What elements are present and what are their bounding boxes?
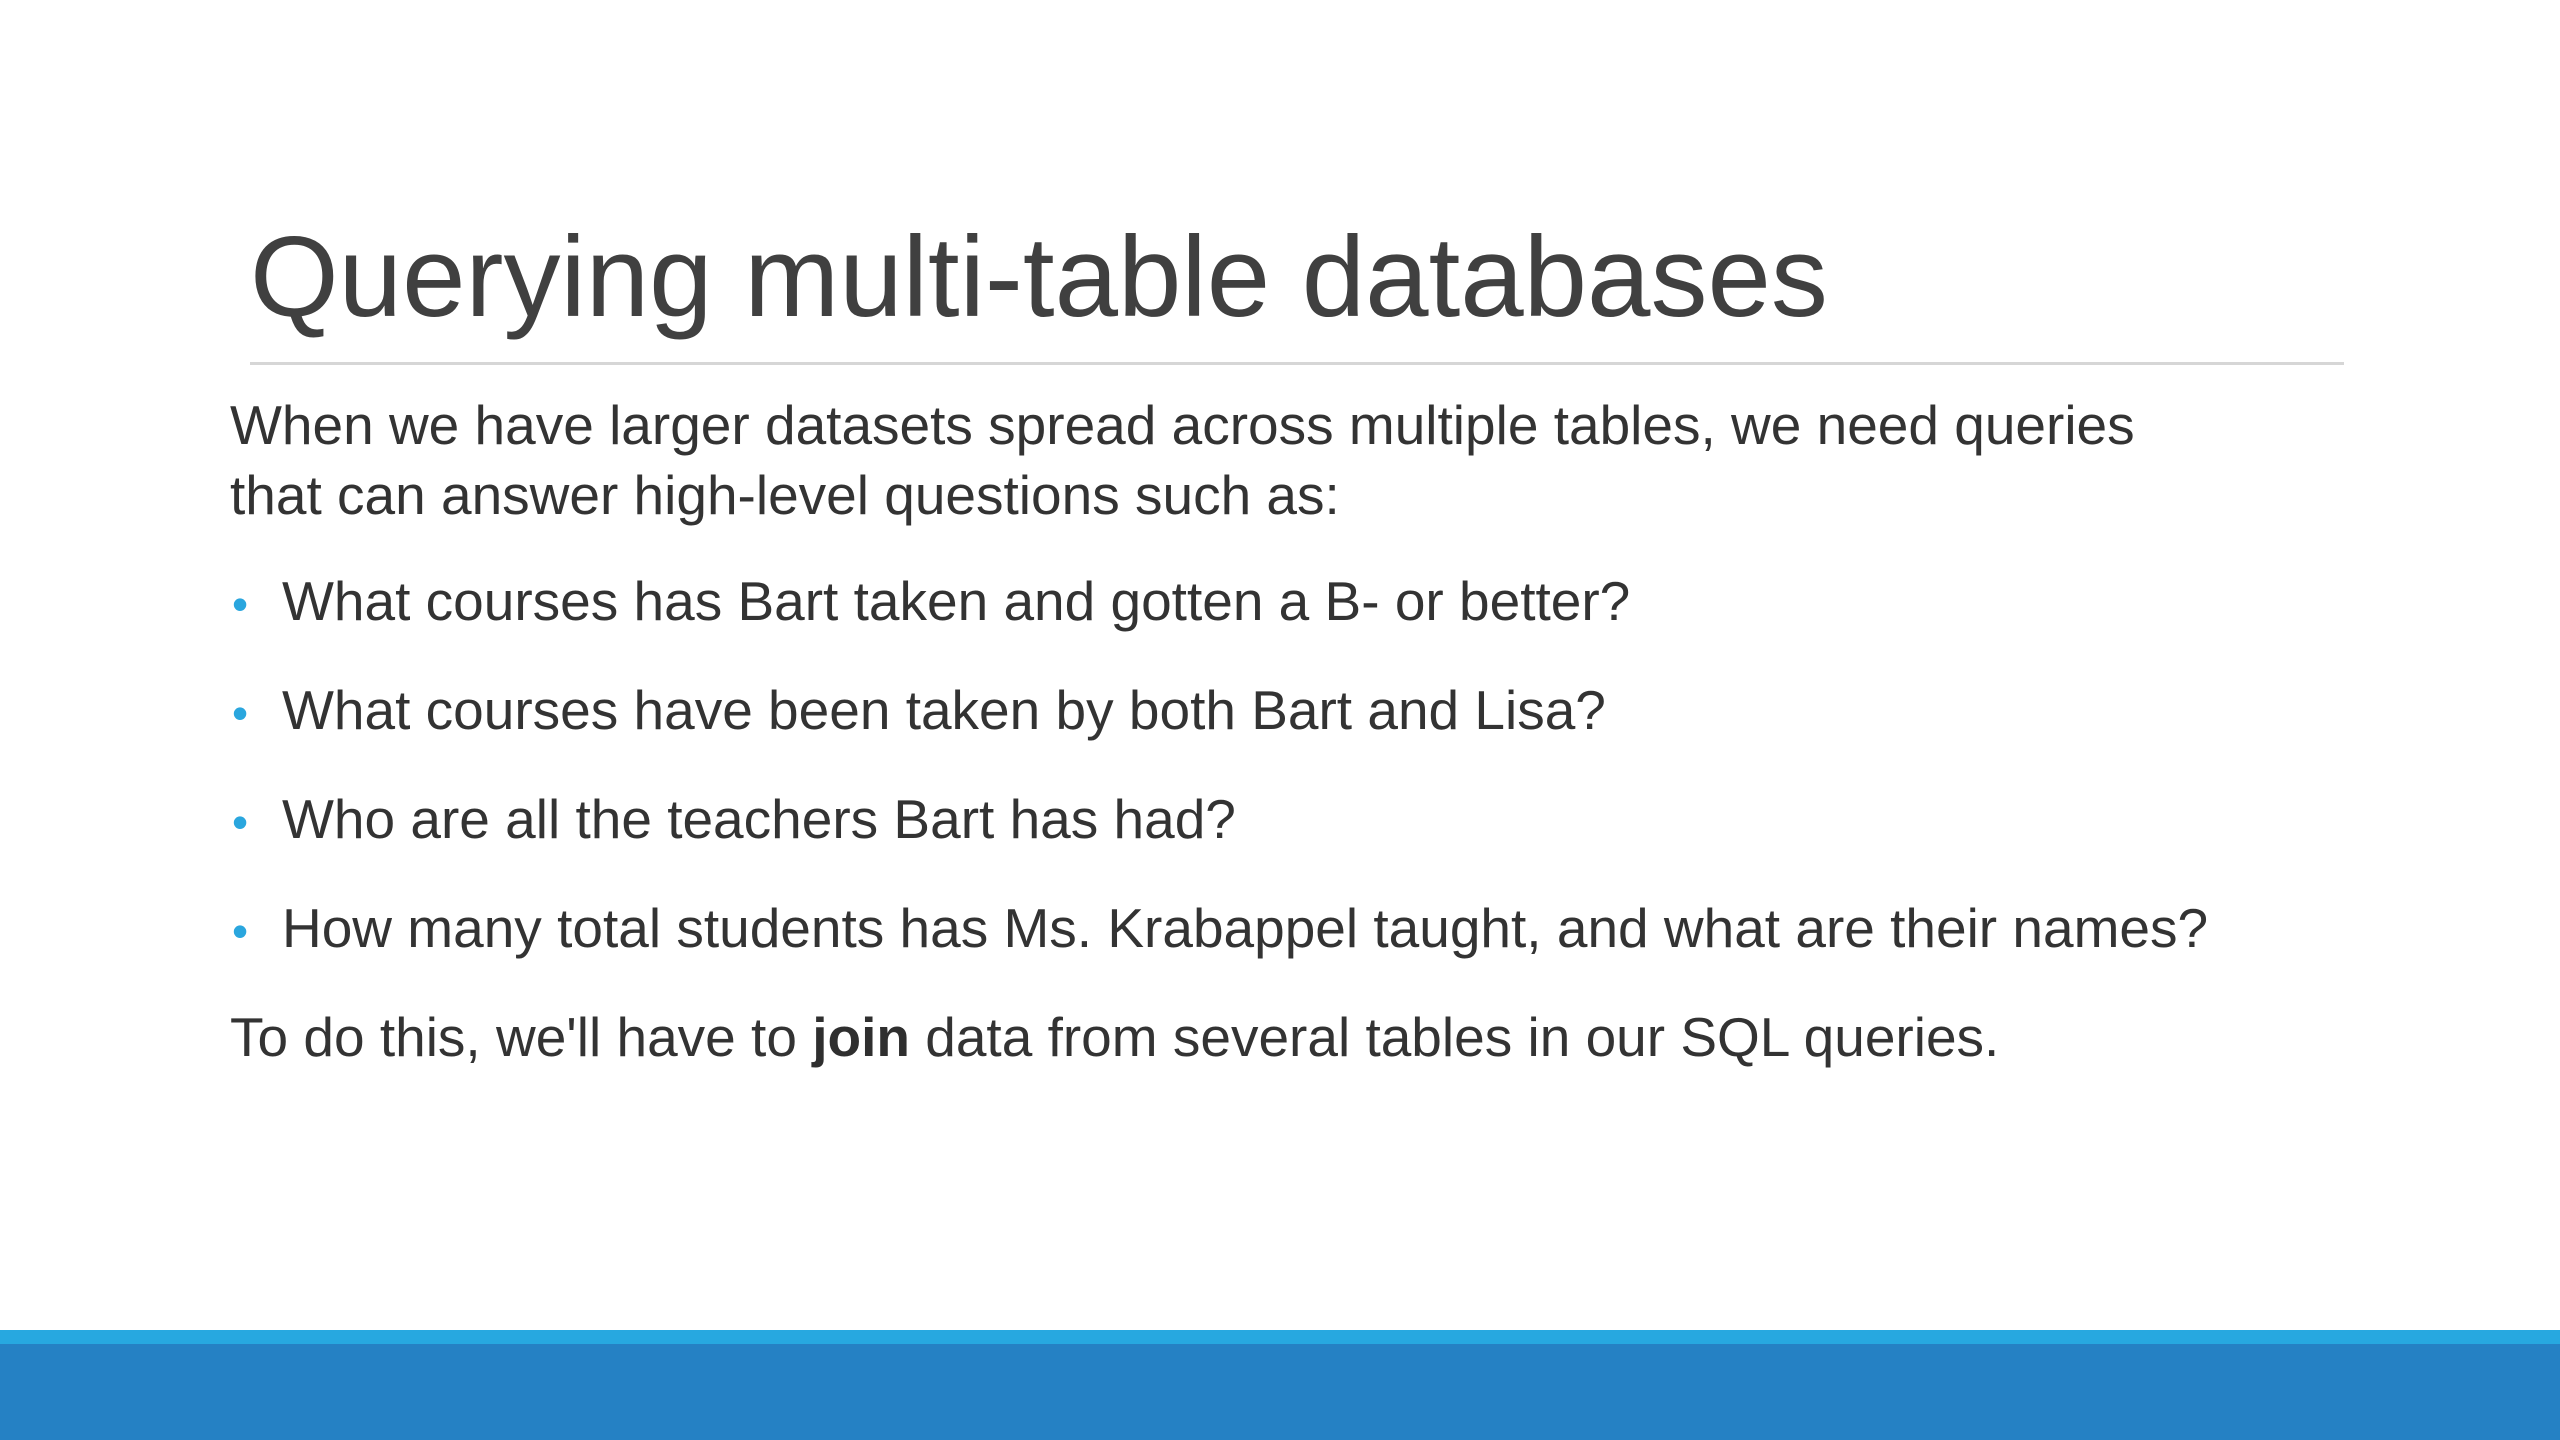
list-item-text: Who are all the teachers Bart has had?	[282, 788, 1236, 850]
intro-paragraph	[230, 390, 2350, 530]
bullet-dot-icon: •	[232, 905, 249, 957]
bullet-dot-icon: •	[232, 578, 249, 630]
closing-text-before: To do this, we'll have to	[230, 1006, 813, 1068]
closing-bold-term: join	[812, 1006, 910, 1068]
intro-line-1: When we have larger datasets spread across multiple tables, we need queries	[230, 394, 2135, 456]
intro-line-2: that can answer high-level questions such as:	[230, 464, 1340, 526]
slide-title: Querying multi-table databases	[250, 214, 1828, 341]
list-item-text: What courses has Bart taken and gotten a B- or better?	[282, 570, 1631, 632]
list-item	[230, 893, 2350, 966]
list-item	[230, 784, 2350, 857]
footer-bar	[0, 1344, 2560, 1440]
title-divider	[250, 362, 2344, 365]
list-item	[230, 566, 2350, 639]
footer-accent-stripe	[0, 1330, 2560, 1344]
list-item	[230, 675, 2350, 748]
closing-paragraph	[230, 1002, 2350, 1072]
closing-text-after: data from several tables in our SQL queries.	[909, 1006, 2000, 1068]
question-list	[230, 566, 2350, 966]
list-item-text: What courses have been taken by both Bart and Lisa?	[282, 679, 1606, 741]
list-item-text: How many total students has Ms. Krabappel taught, and what are their names?	[282, 897, 2209, 959]
slide-body	[230, 390, 2350, 1072]
bullet-dot-icon: •	[232, 796, 249, 848]
bullet-dot-icon: •	[232, 687, 249, 739]
